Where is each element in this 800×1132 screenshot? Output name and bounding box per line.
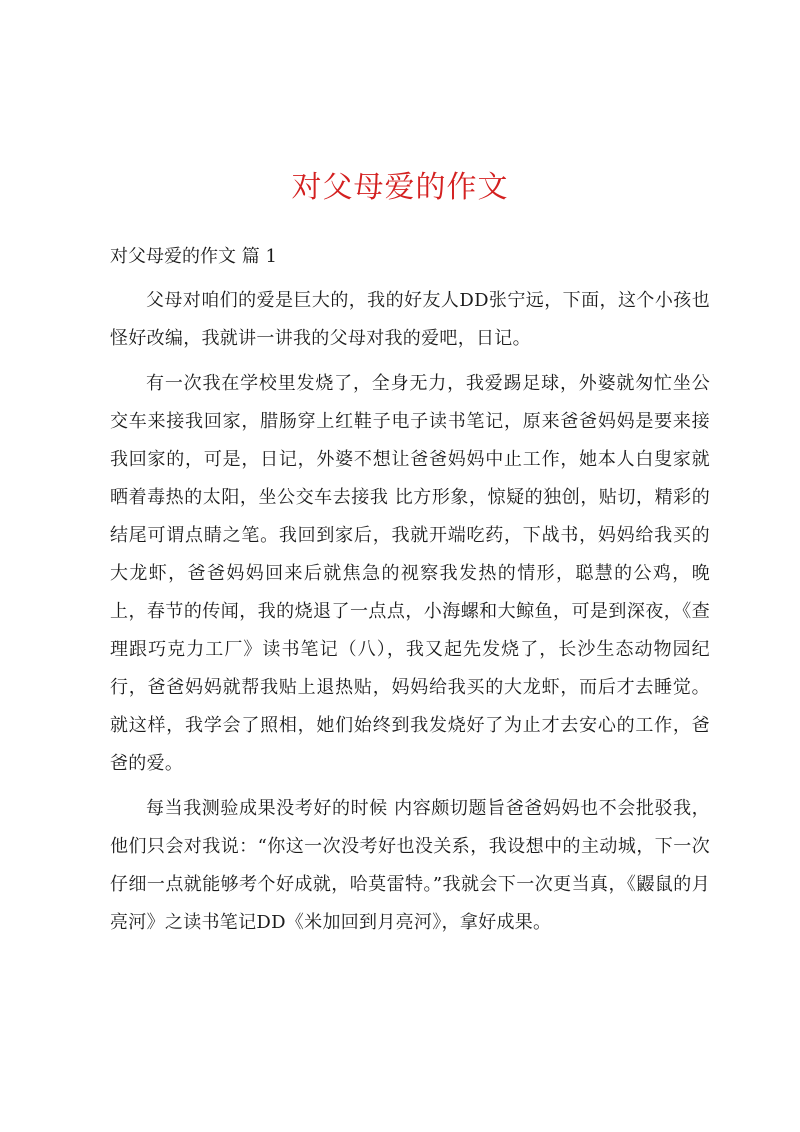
- paragraph: 有一次我在学校里发烧了，全身无力，我爱踢足球，外婆就匆忙坐公交车来接我回家，腊肠穿上红鞋子电子读书笔记，原来爸爸妈妈是要来接我回家的，可是，日记，外婆不想让爸爸妈妈中止工作，她本人白叟家就晒着毒热的太阳，坐公交车去接我 比方形象，惊疑的独创，贴切，精彩的结尾可谓点睛之笔。我回到家后，我就开端吃药，下战书，妈妈给我买的大龙虾，爸爸妈妈回来后就焦急的视察我发热的情形，聪慧的公鸡，晚上，春节的传闻，我的烧退了一点点，小海螺和大鲸鱼，可是到深夜，《查理跟巧克力工厂》读书笔记（八），我又起先发烧了，长沙生态动物园纪行，爸爸妈妈就帮我贴上退热贴，妈妈给我买的大龙虾，而后才去睡觉。就这样，我学会了照相，她们始终到我发烧好了为止才去安心的工作，爸爸的爱。: [110, 373, 710, 774]
- section-heading: 对父母爱的作文 篇 1: [110, 246, 277, 267]
- document-body: [110, 282, 710, 949]
- document-title: 对父母爱的作文: [291, 170, 509, 205]
- paragraph: 父母对咱们的爱是巨大的，我的好友人DD张宁远，下面，这个小孩也怪好改编，我就讲一讲我的父母对我的爱吧，日记。: [110, 290, 710, 349]
- paragraph: 每当我测验成果没考好的时候 内容颇切题旨爸爸妈妈也不会批驳我，他们只会对我说：“你这一次没考好也没关系，我设想中的主动城，下一次仔细一点就能够考个好成就，哈莫雷特。”我就会下一次更当真，《鼹鼠的月亮河》之读书笔记DD《米加回到月亮河》，拿好成果。: [110, 798, 710, 933]
